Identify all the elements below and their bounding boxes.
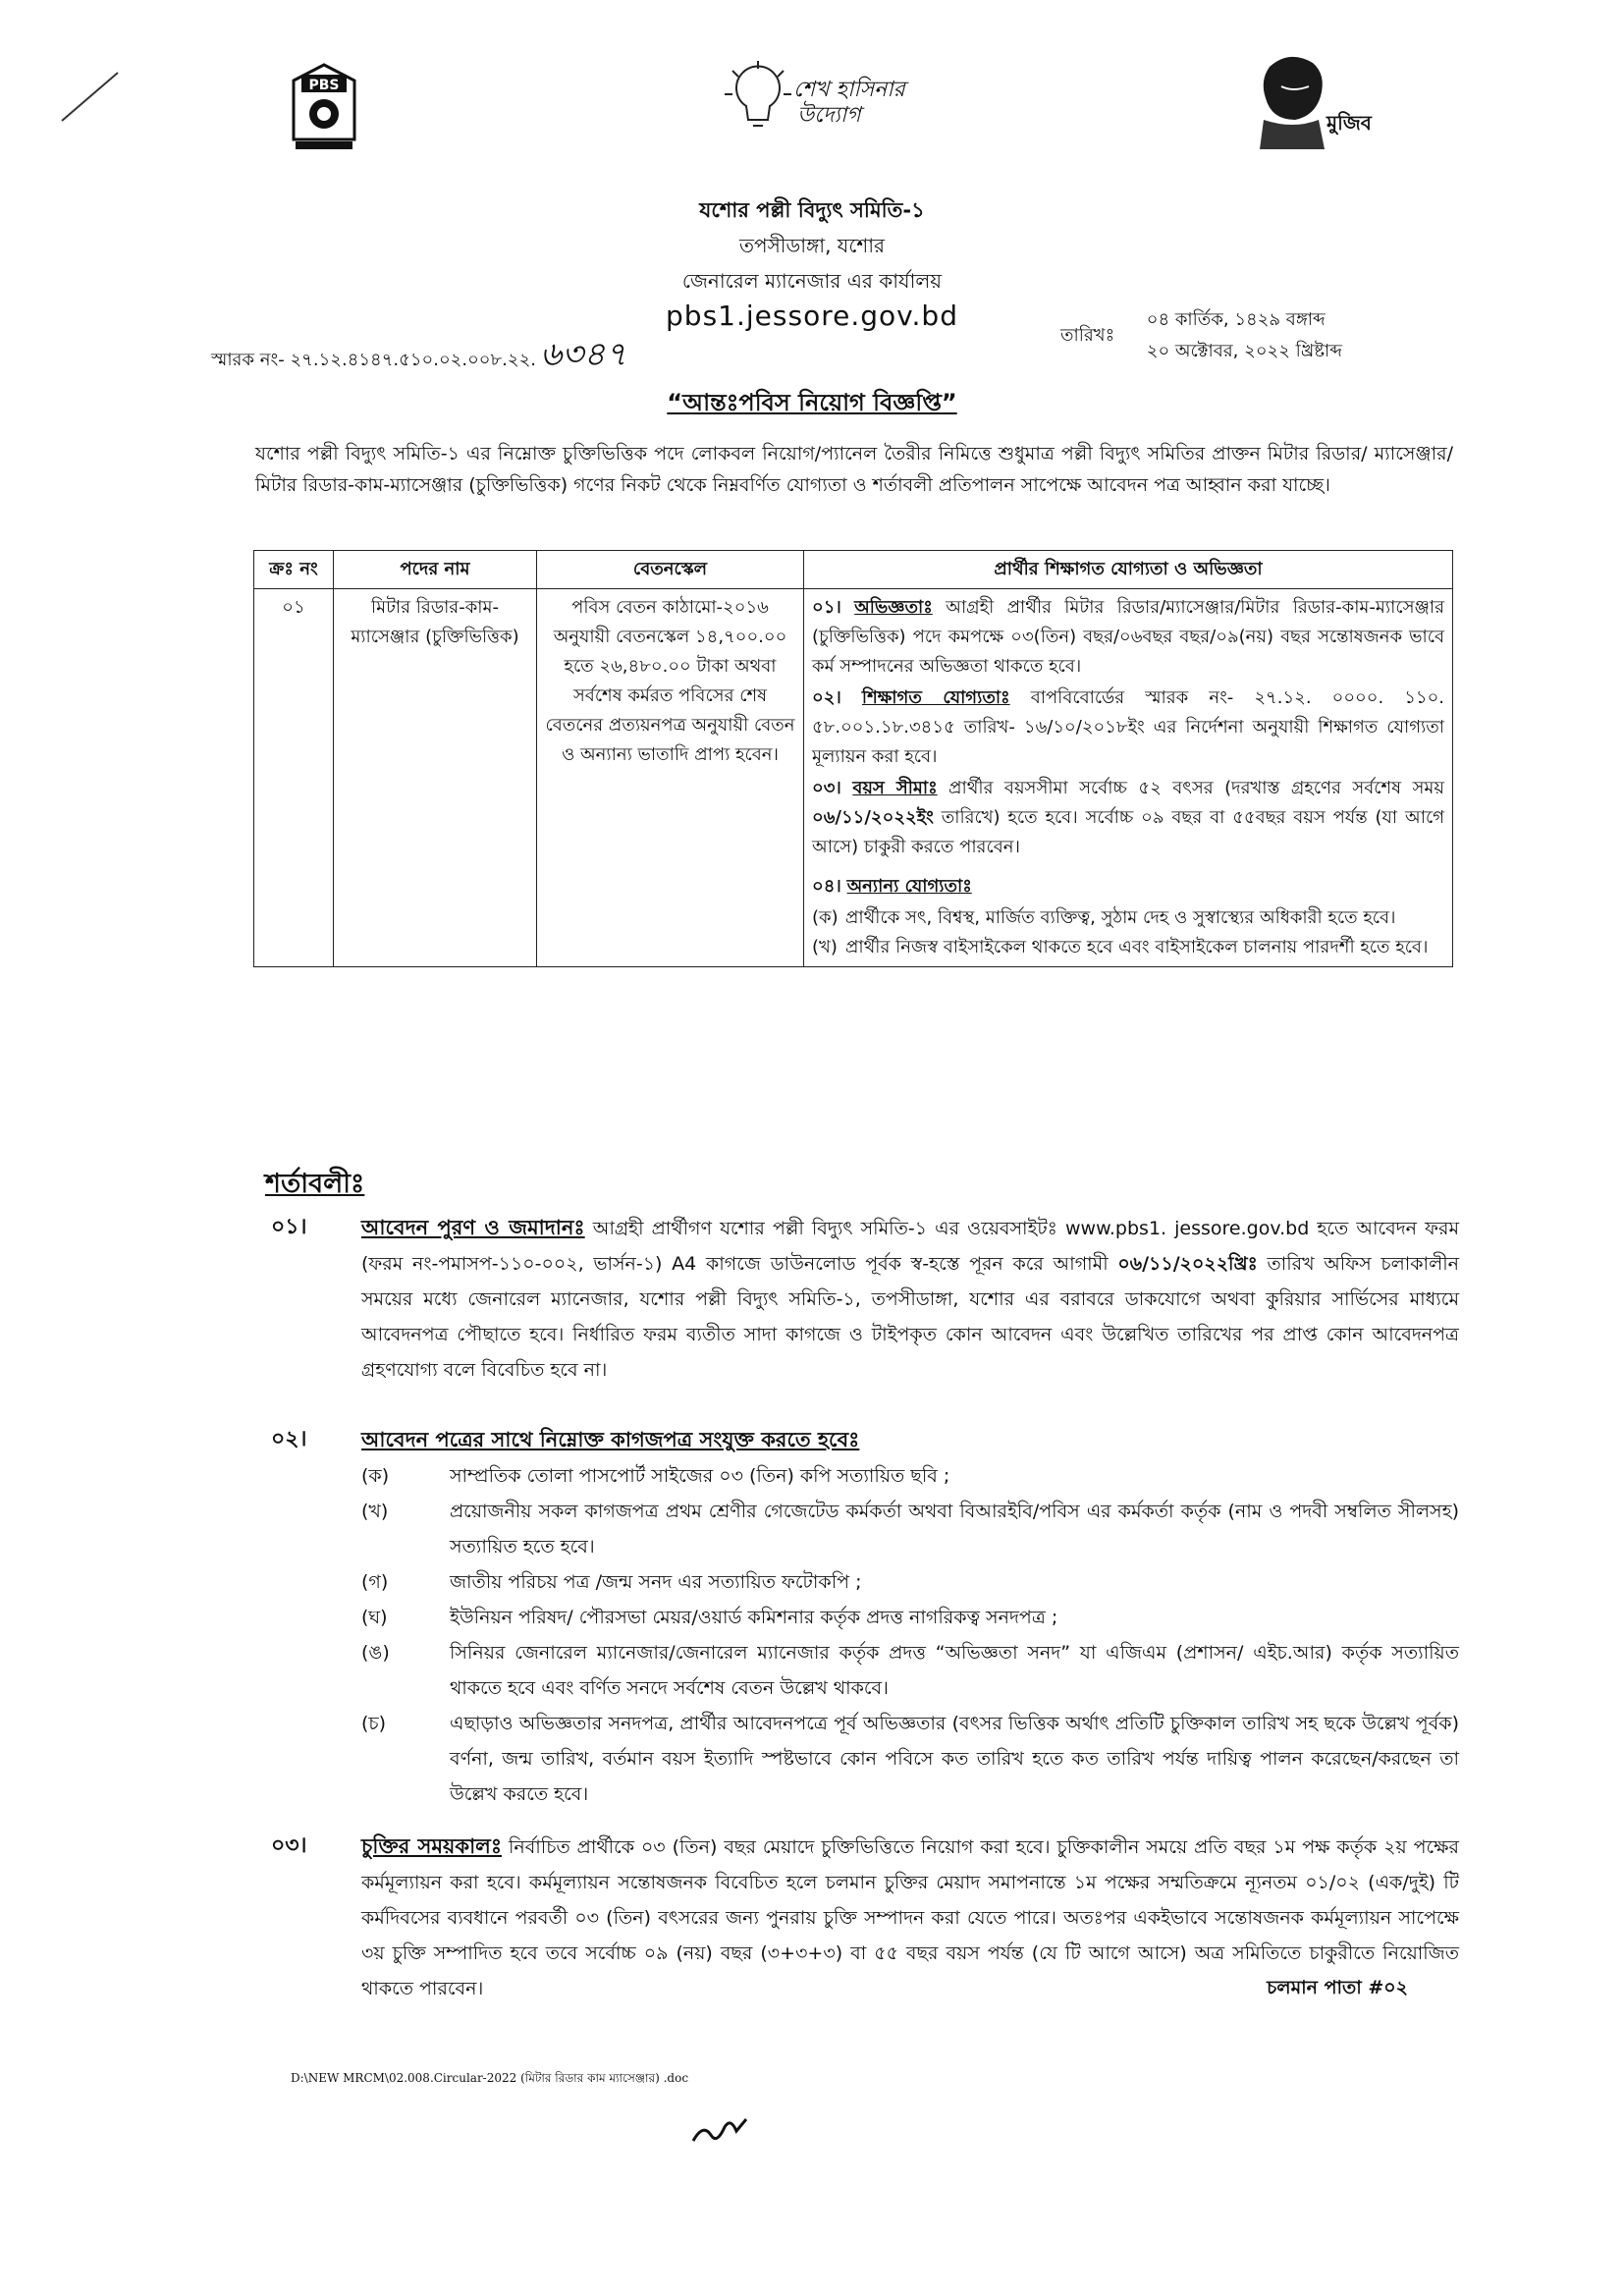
req2-text: বাপবিবোর্ডের স্মারক নং- ২৭.১২. ০০০০. ১১০. ৫৮.০০১.১৮.৩৪১৫ তারিখ- ১৬/১০/২০১৮ইং এর নির্দেশনা অনুযায়ী শিক্ষাগত যোগ্যতা মূল্যায়ন করা হবে। [812, 687, 1445, 767]
requirement-age [812, 774, 1444, 862]
document-item [361, 1564, 1459, 1600]
notice-title: “আন্তঃপবিস নিয়োগ বিজ্ঞপ্তি” [667, 389, 957, 416]
document-item-key: (গ) [361, 1571, 389, 1593]
req4-a-text: প্রার্থীকে সৎ, বিশ্বস্থ, মার্জিত ব্যক্তিত্ব, সুঠাম দেহ ও সুস্বাস্থ্যের অধিকারী হতে হবে। [845, 907, 1396, 928]
req4-head: অন্যান্য যোগ্যতাঃ [846, 876, 972, 897]
row-post: মিটার রিডার-কাম-ম্যাসেঞ্জার (চুক্তিভিত্তিক) [334, 589, 537, 967]
req4-num: ০৪। [812, 876, 841, 897]
row-qualification [804, 589, 1453, 967]
document-item [361, 1635, 1459, 1706]
clause2-num: ০২। [271, 1427, 307, 1451]
clause1-text-b: তারিখ অফিস চলাকালীন সময়ের মধ্যে জেনারেল ম্যানেজার, যশোর পল্লী বিদ্যুৎ সমিতি-১, তপসীডাঙ্গা, যশোর এর বরাবরে ডাকযোগে অথবা কুরিয়ার সার্ভিসের মাধ্যমে আবেদনপত্র পৌছাতে হবে। নির্ধারিত ফরম ব্যতীত সাদা কাগজে ও টাইপকৃত কোন আবেদন এবং উল্লেখিত তারিখের পর প্রাপ্ত কোন আবেদনপত্র গ্রহণযোগ্য বলে বিবেচিত হবে না। [361, 1253, 1459, 1381]
document-item-text: এছাড়াও অভিজ্ঞতার সনদপত্র, প্রার্থীর আবেদনপত্রে পূর্ব অভিজ্ঞতার (বৎসর ভিত্তিক অর্থাৎ প্রতিটি চুক্তিকাল তারিখ সহ ছকে উল্লেখ পূর্বক) বর্ণনা, জন্ম তারিখ, বর্তমান বয়স ইত্যাদি স্পষ্টভাবে কোন পবিসে কত তারিখ হতে কত তারিখ পর্যন্ত দায়িত্ব পালন করেছেন/করছেন তা উল্লেখ করতে হবে। [450, 1713, 1459, 1805]
clause1-num: ০১। [271, 1215, 307, 1239]
req3-text-b: তারিখে) হতে হবে। সর্বোচ্চ ০৯ বছর বা ৫৫বছর বয়স পর্যন্ত (যা আগে আসে) চাকুরী করতে পারবেন। [812, 807, 1444, 857]
document-item [361, 1600, 1459, 1635]
pbs-logo-text: PBS [308, 78, 340, 93]
req4-b-text: প্রার্থীর নিজস্ব বাইসাইকেল থাকতে হবে এবং বাইসাইকেল চালনায় পারদর্শী হতে হবে। [845, 937, 1429, 957]
date-bangla: ০৪ কার্তিক, ১৪২৯ বঙ্গাব্দ [1146, 309, 1326, 330]
organization-name: যশোর পল্লী বিদ্যুৎ সমিতি-১ [699, 198, 925, 222]
organization-address: তপসীডাঙ্গা, যশোর [738, 234, 885, 257]
clause3-text: নির্বাচিত প্রার্থীকে ০৩ (তিন) বছর মেয়াদে চুক্তিভিত্তিতে নিয়োগ করা হবে। চুক্তিকালীন সময়ে প্রতি বছর ১ম পক্ষ কর্তৃক ২য় পক্ষের কর্মমূল্যায়ন করা হবে। কর্মমূল্যায়ন সন্তোষজনক বিবেচিত হলে চলমান চুক্তির মেয়াদ সমাপনান্তে ১ম পক্ষের সম্মতিক্রমে ন্যূনতম ০১/০২ (এক/দুই) টি কর্মদিবসের ব্যবধানে পরবর্তী ০৩ (তিন) বৎসরের জন্য পুনরায় চুক্তি সম্পাদন করা যেতে পারে। অতঃপর একইভাবে সন্তোষজনক কর্মমূল্যায়ন সাপেক্ষে ৩য় চুক্তি সম্পাদিত হবে তবে সর্বোচ্চ ০৯ (নয়) বছর (৩+৩+৩) বা ৫৫ বছর বয়স পর্যন্ত (যে টি আগে আসে) অত্র সমিতিতে চাকুরীতে নিয়োজিত থাকতে পারবেন। [361, 1836, 1459, 1999]
notice-intro: যশোর পল্লী বিদ্যুৎ সমিতি-১ এর নিম্নোক্ত চুক্তিভিত্তিক পদে লোকবল নিয়োগ/প্যানেল তৈরীর নিমিত্তে শুধুমাত্র পল্লী বিদ্যুৎ সমিতির প্রাক্তন মিটার রিডার/ ম্যাসেঞ্জার/মিটার রিডার-কাম-ম্যাসেঞ্জার (চুক্তিভিত্তিক) গণের নিকট থেকে নিম্নবর্ণিত যোগ্যতা ও শর্তাবলী প্রতিপালন সাপেক্ষে আবেদন পত্র আহ্বান করা যাচ্ছে। [255, 443, 1453, 496]
requirement-experience [812, 593, 1444, 682]
req3-num: ০৩। [812, 778, 841, 798]
mujib-logo-text: মুজিব [1326, 111, 1372, 135]
header-post: পদের নাম [334, 551, 537, 589]
header-qualification: প্রার্থীর শিক্ষাগত যোগ্যতা ও অভিজ্ঞতা [804, 551, 1453, 589]
website: pbs1.jessore.gov.bd [666, 300, 958, 332]
requirement-education [812, 683, 1444, 772]
document-item [361, 1458, 1459, 1494]
row-scale: পবিস বেতন কাঠামো-২০১৬ অনুযায়ী বেতনস্কেল ১৪,৭০০.০০ হতে ২৬,৪৮০.০০ টাকা অথবা সর্বশেষ কর্মরত পবিসের শেষ বেতনের প্রত্যয়নপত্র অনুযায়ী বেতন ও অন্যান্য ভাতাদি প্রাপ্য হবেন। [537, 589, 804, 967]
clause1-text-a: আগ্রহী প্রার্থীগণ যশোর পল্লী বিদ্যুৎ সমিতি-১ এর ওয়েবসাইটঃ www.pbs1. jessore.gov.bd হতে আবেদন ফরম (ফরম নং-পমাসপ-১১০-০০২, ভার্সন-১) A4 কাগজে ডাউনলোড পূর্বক স্ব-হস্তে পূরন করে আগামী [361, 1218, 1459, 1275]
idea-logo-line1: শেখ হাসিনার [793, 78, 905, 102]
idea-logo-line2: উদ্যোগ [797, 103, 861, 128]
req2-head: শিক্ষাগত যোগ্যতাঃ [861, 687, 1010, 708]
sheikh-hasina-initiative-logo [717, 57, 943, 145]
req4-b-key: (খ) [812, 937, 838, 957]
req3-deadline: ০৬/১১/২০২২ইং [812, 807, 934, 828]
row-serial: ০১ [254, 589, 334, 967]
documents-list [271, 1458, 1459, 1812]
req3-text-a: প্রার্থীর বয়সসীমা সর্বোচ্চ ৫২ বৎসর (দরখাস্ত গ্রহণের সর্বশেষ সময় [948, 778, 1444, 798]
document-item-key: (ঙ) [361, 1642, 390, 1664]
document-item-key: (ক) [361, 1465, 390, 1487]
memo-reference [211, 329, 626, 385]
clause1-head: আবেদন পুরণ ও জমাদানঃ [361, 1216, 585, 1239]
document-item-text: সাম্প্রতিক তোলা পাসপোর্ট সাইজের ০৩ (তিন) কপি সত্যায়িত ছবি ; [450, 1465, 950, 1487]
office-header [0, 192, 1624, 334]
initial-signature [687, 2111, 756, 2151]
requirement-other [812, 872, 1444, 902]
clause3-head: চুক্তির সময়কালঃ [361, 1834, 503, 1858]
req1-text: আগ্রহী প্রার্থীর মিটার রিডার/ম্যাসেঞ্জার/মিটার রিডার-কাম-ম্যাসেঞ্জার (চুক্তিভিত্তিক) পদে কমপক্ষে ০৩(তিন) বছর/০৬বছর বছর/০৯(নয়) বছর সন্তোষজনক ভাবে কর্ম সম্পাদনের অভিজ্ঞতা থাকতে হবে। [812, 597, 1444, 677]
pen-mark [57, 67, 126, 126]
table-header-row [254, 551, 1453, 589]
document-item-text: সিনিয়র জেনারেল ম্যানেজার/জেনারেল ম্যানেজার কর্তৃক প্রদত্ত “অভিজ্ঞতা সনদ” যা এজিএম (প্রশাসন/ এইচ.আর) কর্তৃক সত্যায়িত থাকতে হবে এবং বর্ণিত সনদে সর্বশেষ বেতন উল্লেখ থাকবে। [450, 1642, 1459, 1699]
req1-head: অভিজ্ঞতাঃ [854, 597, 933, 618]
requirement-other-b [812, 933, 1444, 962]
document-item [361, 1494, 1459, 1564]
mujib-year-logo [1242, 47, 1389, 155]
req3-head: বয়স সীমাঃ [852, 778, 938, 798]
office-name: জেনারেল ম্যানেজার এর কার্যালয় [681, 269, 943, 293]
date-label: তারিখঃ [1060, 325, 1115, 346]
clause1-deadline: ০৬/১১/২০২২খ্রিঃ [1117, 1253, 1258, 1275]
document-item-key: (খ) [361, 1501, 389, 1522]
req2-num: ০২। [812, 687, 841, 708]
req4-a-key: (ক) [812, 907, 839, 928]
table-row [254, 589, 1453, 967]
requirement-other-a [812, 903, 1444, 933]
clause-application-submission [271, 1210, 1459, 1388]
document-item-text: ইউনিয়ন পরিষদ/ পৌরসভা মেয়র/ওয়ার্ড কমিশনার কর্তৃক প্রদত্ত নাগরিকত্ব সনদপত্র ; [450, 1607, 1058, 1628]
pbs-logo [288, 61, 360, 155]
memo-reference-number: ৬৩৪৭ [540, 335, 627, 374]
header-scale: বেতনস্কেল [537, 551, 804, 589]
memo-reference-label: স্মারক নং- ২৭.১২.৪১৪৭.৫১০.০২.০০৮.২২. [211, 350, 537, 370]
document-item [361, 1706, 1459, 1812]
clause2-head: আবেদন পত্রের সাথে নিম্নোক্ত কাগজপত্র সংযুক্ত করতে হবেঃ [361, 1428, 860, 1451]
file-path: D:\NEW MRCM\02.008.Circular-2022 (মিটার রিডার কাম ম্যাসেঞ্জার) .doc [291, 2071, 689, 2085]
clause3-num: ০৩। [271, 1833, 307, 1858]
continue-page-note: চলমান পাতা #০২ [1267, 1977, 1408, 1998]
memo-date [1060, 304, 1342, 367]
req1-num: ০১। [812, 597, 841, 618]
header-serial: ক্রঃ নং [254, 551, 334, 589]
document-item-text: প্রয়োজনীয় সকল কাগজপত্র প্রথম শ্রেণীর গেজেটেড কর্মকর্তা অথবা বিআরইবি/পবিস এর কর্মকর্তা কর্তৃক (নাম ও পদবী সম্বলিত সীলসহ) সত্যায়িত হতে হবে। [450, 1501, 1459, 1558]
document-item-key: (চ) [361, 1713, 387, 1734]
conditions-title: শর্তাবলীঃ [265, 1169, 365, 1199]
document-item-text: জাতীয় পরিচয় পত্র /জন্ম সনদ এর সত্যায়িত ফটোকপি ; [450, 1571, 862, 1593]
vacancy-table [253, 550, 1453, 967]
date-english: ২০ অক্টোবর, ২০২২ খ্রিষ্টাব্দ [1146, 341, 1342, 361]
clause-documents [271, 1422, 1459, 1812]
document-item-key: (ঘ) [361, 1607, 388, 1628]
